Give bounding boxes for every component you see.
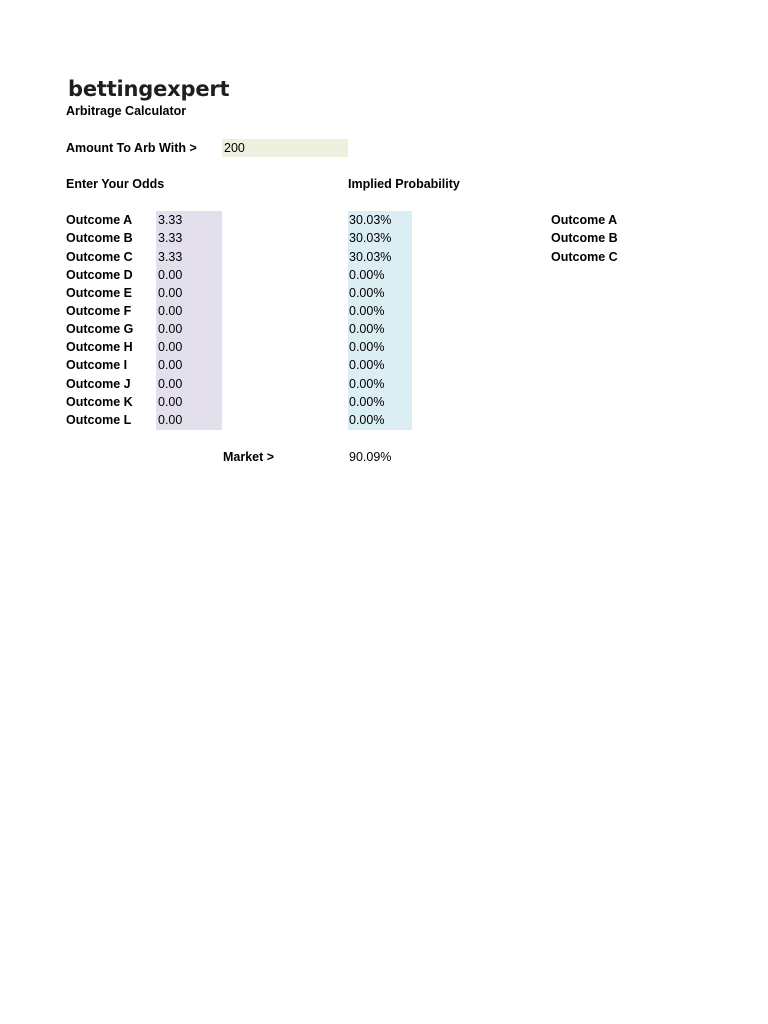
outcome-label: Outcome D <box>66 268 133 282</box>
market-label: Market > <box>223 450 275 464</box>
odds-input-e[interactable] <box>156 284 222 302</box>
outcome-row-h <box>0 338 768 356</box>
odds-input-i[interactable] <box>156 356 222 374</box>
outcome-label: Outcome L <box>66 413 132 427</box>
market-value: 90.09% <box>349 450 392 464</box>
outcome-row-e <box>0 284 768 302</box>
probability-value: 0.00% <box>349 286 385 300</box>
probability-value: 0.00% <box>349 322 385 336</box>
probability-value: 0.00% <box>349 377 385 391</box>
probability-value: 0.00% <box>349 358 385 372</box>
stake-outcome-label-a: Outcome A <box>551 213 618 227</box>
probability-value: 30.03% <box>349 231 392 245</box>
stake-outcome-label-b: Outcome B <box>551 231 618 245</box>
outcome-row-d <box>0 266 768 284</box>
amount-input[interactable] <box>222 139 348 157</box>
outcome-row-k <box>0 393 768 411</box>
outcome-row-g <box>0 320 768 338</box>
odds-input-h[interactable] <box>156 338 222 356</box>
odds-input-f[interactable] <box>156 302 222 320</box>
outcome-row-c <box>0 248 768 266</box>
outcome-label: Outcome C <box>66 250 133 264</box>
outcome-label: Outcome F <box>66 304 132 318</box>
outcome-label: Outcome I <box>66 358 128 372</box>
probability-value: 0.00% <box>349 340 385 354</box>
outcome-row-a <box>0 211 768 229</box>
stake-outcome-label-c: Outcome C <box>551 250 618 264</box>
probability-value: 30.03% <box>349 250 392 264</box>
bettingexpert-logo: bettingexpert <box>68 77 230 101</box>
odds-input-b[interactable] <box>156 229 222 247</box>
odds-heading: Enter Your Odds <box>66 177 165 191</box>
outcome-label: Outcome E <box>66 286 132 300</box>
outcome-label: Outcome B <box>66 231 133 245</box>
outcome-row-b <box>0 229 768 247</box>
probability-value: 0.00% <box>349 304 385 318</box>
outcome-row-l <box>0 411 768 429</box>
probability-heading: Implied Probability <box>348 177 460 191</box>
probability-value: 0.00% <box>349 413 385 427</box>
outcome-row-i <box>0 356 768 374</box>
amount-label: Amount To Arb With > <box>66 141 197 155</box>
odds-input-j[interactable] <box>156 375 222 393</box>
probability-value: 30.03% <box>349 213 392 227</box>
odds-input-c[interactable] <box>156 248 222 266</box>
outcome-label: Outcome H <box>66 340 133 354</box>
probability-value: 0.00% <box>349 268 385 282</box>
outcome-row-j <box>0 375 768 393</box>
outcome-row-f <box>0 302 768 320</box>
page-title: Arbitrage Calculator <box>66 104 187 118</box>
outcome-label: Outcome A <box>66 213 133 227</box>
outcome-label: Outcome G <box>66 322 134 336</box>
odds-input-g[interactable] <box>156 320 222 338</box>
probability-value: 0.00% <box>349 395 385 409</box>
odds-input-k[interactable] <box>156 393 222 411</box>
odds-input-a[interactable] <box>156 211 222 229</box>
outcome-label: Outcome K <box>66 395 133 409</box>
outcome-label: Outcome J <box>66 377 131 391</box>
odds-input-l[interactable] <box>156 411 222 429</box>
odds-input-d[interactable] <box>156 266 222 284</box>
